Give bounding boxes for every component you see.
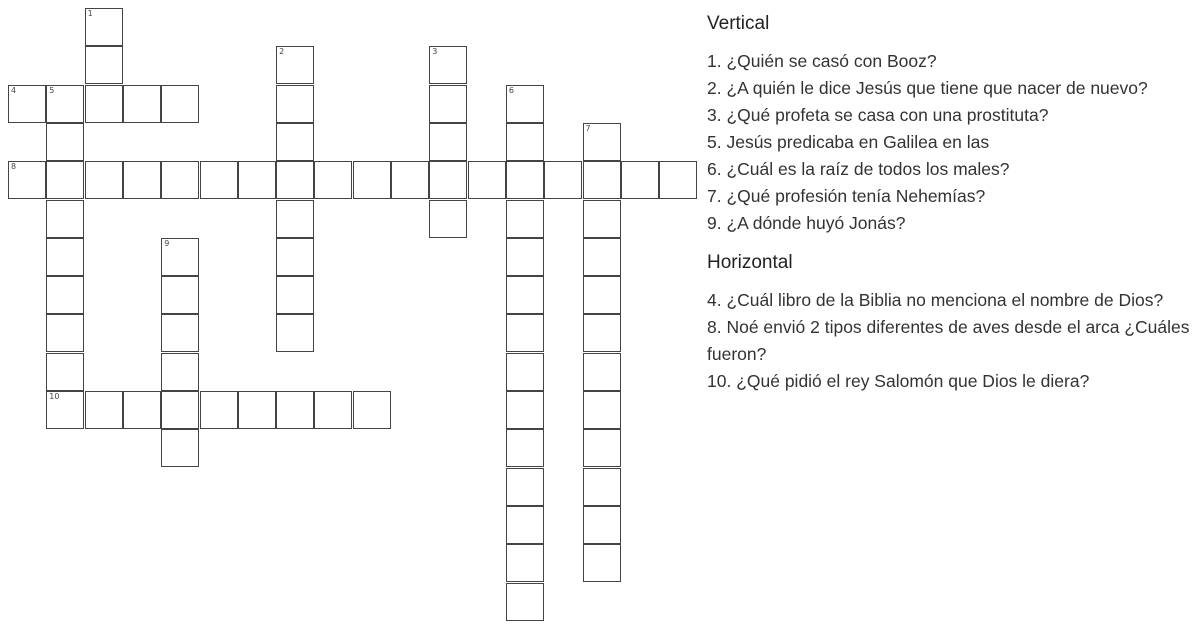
crossword-cell[interactable] (583, 468, 621, 506)
crossword-cell[interactable] (583, 544, 621, 582)
clue-number: 8 (11, 162, 17, 172)
crossword-cell[interactable] (583, 200, 621, 238)
crossword-cell[interactable] (85, 391, 123, 429)
crossword-cell[interactable] (506, 238, 544, 276)
crossword-cell[interactable] (276, 238, 314, 276)
crossword-cell[interactable] (314, 161, 352, 199)
crossword-cell[interactable] (506, 85, 544, 123)
crossword-cell[interactable] (429, 161, 467, 199)
crossword-cell[interactable] (46, 391, 84, 429)
crossword-cell[interactable] (506, 583, 544, 621)
crossword-cell[interactable] (429, 200, 467, 238)
clue-number: 9 (164, 238, 170, 248)
crossword-cell[interactable] (583, 391, 621, 429)
crossword-cell[interactable] (429, 46, 467, 84)
crossword-cell[interactable] (506, 544, 544, 582)
clue-number: 3 (432, 47, 438, 57)
crossword-cell[interactable] (353, 161, 391, 199)
horizontal-clue: 10. ¿Qué pidió el rey Salomón que Dios le diera? (707, 371, 1090, 391)
crossword-cell[interactable] (8, 85, 46, 123)
crossword-cell[interactable] (583, 123, 621, 161)
clue-number: 10 (49, 392, 60, 401)
crossword-cell[interactable] (85, 161, 123, 199)
horizontal-clue: 4. ¿Cuál libro de la Biblia no menciona el nombre de Dios? (707, 290, 1164, 310)
crossword-cell[interactable] (429, 123, 467, 161)
crossword-cell[interactable] (314, 391, 352, 429)
crossword-cell[interactable] (468, 161, 506, 199)
vertical-clue: 1. ¿Quién se casó con Booz? (707, 51, 937, 71)
clue-number: 4 (11, 85, 17, 95)
clue-number: 7 (585, 123, 591, 133)
crossword-cell[interactable] (506, 353, 544, 391)
crossword-cell[interactable] (238, 391, 276, 429)
crossword-cell[interactable] (621, 161, 659, 199)
crossword-cell[interactable] (506, 161, 544, 199)
crossword-cell[interactable] (391, 161, 429, 199)
crossword-cell[interactable] (46, 353, 84, 391)
crossword-cell[interactable] (161, 391, 199, 429)
crossword-cell[interactable] (659, 161, 697, 199)
clue-number: 5 (49, 85, 55, 95)
crossword-cell[interactable] (583, 429, 621, 467)
crossword-cell[interactable] (8, 161, 46, 199)
crossword-cell[interactable] (161, 314, 199, 352)
crossword-cell[interactable] (506, 391, 544, 429)
crossword-cell[interactable] (161, 276, 199, 314)
crossword-cell[interactable] (46, 238, 84, 276)
crossword-cell[interactable] (276, 161, 314, 199)
crossword-cell[interactable] (85, 8, 123, 46)
crossword-cell[interactable] (506, 506, 544, 544)
horizontal-heading: Horizontal (707, 252, 793, 273)
crossword-cell[interactable] (429, 85, 467, 123)
vertical-clue: 9. ¿A dónde huyó Jonás? (707, 213, 906, 233)
crossword-cell[interactable] (506, 429, 544, 467)
crossword-cell[interactable] (583, 238, 621, 276)
crossword-cell[interactable] (46, 85, 84, 123)
crossword-cell[interactable] (46, 200, 84, 238)
crossword-cell[interactable] (583, 353, 621, 391)
vertical-clue: 6. ¿Cuál es la raíz de todos los males? (707, 159, 1010, 179)
horizontal-clue: 8. Noé envió 2 tipos diferentes de aves desde el arca ¿Cuáles fueron? (707, 317, 1190, 364)
crossword-cell[interactable] (85, 85, 123, 123)
crossword-cell[interactable] (583, 276, 621, 314)
crossword-cell[interactable] (506, 276, 544, 314)
crossword-cell[interactable] (544, 161, 582, 199)
vertical-clue: 2. ¿A quién le dice Jesús que tiene que nacer de nuevo? (707, 78, 1148, 98)
crossword-cell[interactable] (276, 314, 314, 352)
crossword-cell[interactable] (583, 506, 621, 544)
clue-number: 6 (508, 85, 514, 95)
crossword-cell[interactable] (200, 161, 238, 199)
crossword-cell[interactable] (123, 161, 161, 199)
crossword-cell[interactable] (583, 314, 621, 352)
crossword-cell[interactable] (123, 85, 161, 123)
crossword-cell[interactable] (506, 468, 544, 506)
crossword-cell[interactable] (353, 391, 391, 429)
crossword-cell[interactable] (46, 314, 84, 352)
crossword-cell[interactable] (161, 429, 199, 467)
crossword-cell[interactable] (506, 123, 544, 161)
clues-panel (707, 10, 1197, 407)
crossword-cell[interactable] (276, 85, 314, 123)
crossword-cell[interactable] (276, 391, 314, 429)
crossword-cell[interactable] (85, 46, 123, 84)
crossword-cell[interactable] (161, 161, 199, 199)
vertical-heading: Vertical (707, 13, 770, 34)
vertical-clue: 5. Jesús predicaba en Galilea en las (707, 132, 990, 152)
clue-number: 2 (279, 47, 285, 57)
crossword-cell[interactable] (506, 314, 544, 352)
crossword-cell[interactable] (276, 276, 314, 314)
crossword-grid (8, 8, 698, 624)
crossword-cell[interactable] (161, 238, 199, 276)
crossword-cell[interactable] (46, 161, 84, 199)
crossword-cell[interactable] (46, 276, 84, 314)
crossword-cell[interactable] (161, 353, 199, 391)
vertical-clue: 3. ¿Qué profeta se casa con una prostituta? (707, 105, 1049, 125)
crossword-cell[interactable] (200, 391, 238, 429)
crossword-cell[interactable] (238, 161, 276, 199)
crossword-cell[interactable] (583, 161, 621, 199)
vertical-clue-list (707, 48, 1197, 237)
crossword-cell[interactable] (276, 123, 314, 161)
vertical-clue: 7. ¿Qué profesión tenía Nehemías? (707, 186, 986, 206)
crossword-cell[interactable] (46, 123, 84, 161)
clue-number: 1 (87, 9, 93, 18)
crossword-cell[interactable] (506, 200, 544, 238)
crossword-cell[interactable] (123, 391, 161, 429)
crossword-cell[interactable] (161, 85, 199, 123)
horizontal-clue-list (707, 287, 1197, 395)
crossword-cell[interactable] (276, 200, 314, 238)
crossword-cell[interactable] (276, 46, 314, 84)
